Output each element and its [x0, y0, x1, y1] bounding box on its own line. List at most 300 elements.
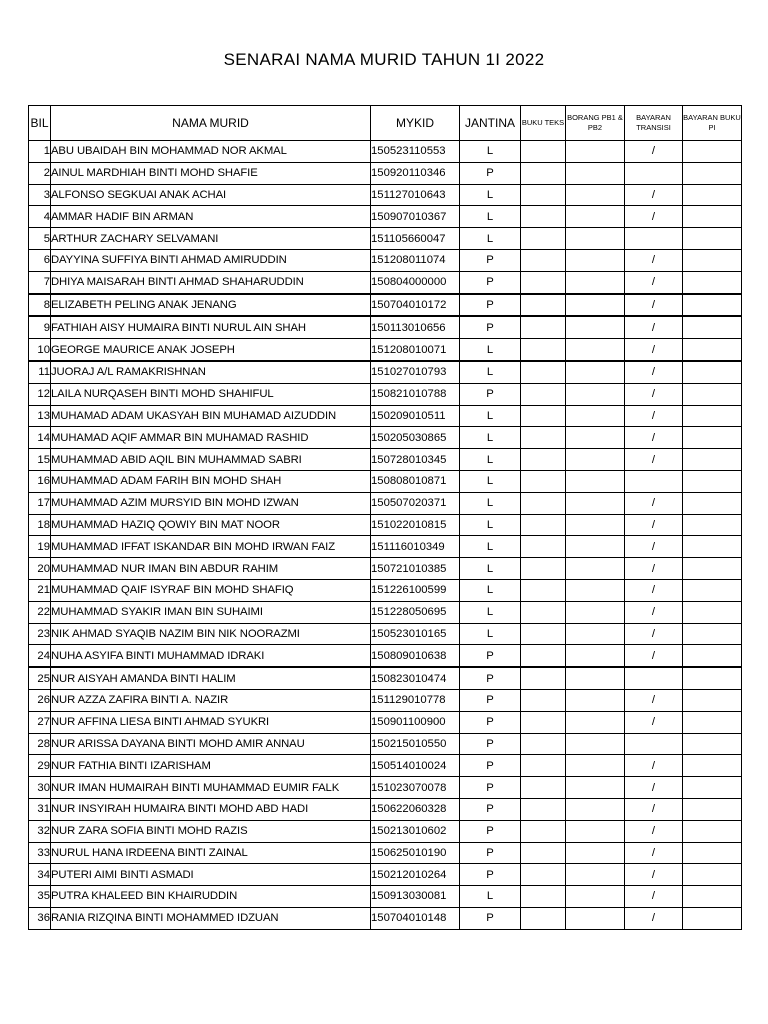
table-body [29, 141, 742, 930]
buku-teks-check [521, 689, 566, 711]
gender: P [460, 383, 521, 405]
gender: L [460, 579, 521, 601]
borang-check [566, 601, 625, 623]
student-name: ABU UBAIDAH BIN MOHAMMAD NOR AKMAL [51, 141, 371, 163]
mykid-number: 150704010148 [371, 907, 460, 929]
gender: L [460, 623, 521, 645]
mykid-number: 150704010172 [371, 294, 460, 317]
row-number: 36 [29, 907, 51, 929]
row-number: 1 [29, 141, 51, 163]
buku-teks-check [521, 798, 566, 820]
bayaran-transisi-check: / [625, 623, 683, 645]
row-number: 28 [29, 733, 51, 755]
mykid-number: 150821010788 [371, 383, 460, 405]
gender: P [460, 645, 521, 667]
header-nama-murid: NAMA MURID [51, 106, 371, 141]
row-number: 3 [29, 184, 51, 206]
gender: L [460, 536, 521, 558]
buku-teks-check [521, 623, 566, 645]
bayaran-transisi-check: / [625, 755, 683, 777]
row-number: 18 [29, 514, 51, 536]
student-name: MUHAMMAD ADAM FARIH BIN MOHD SHAH [51, 470, 371, 492]
gender: P [460, 798, 521, 820]
bayaran-transisi-check [625, 667, 683, 689]
mykid-number: 151116010349 [371, 536, 460, 558]
gender: P [460, 820, 521, 842]
bayaran-transisi-check: / [625, 798, 683, 820]
bayaran-buku-pi-check [683, 206, 742, 228]
buku-teks-check [521, 755, 566, 777]
student-name: ELIZABETH PELING ANAK JENANG [51, 294, 371, 317]
mykid-number: 150514010024 [371, 755, 460, 777]
bayaran-buku-pi-check [683, 667, 742, 689]
bayaran-buku-pi-check [683, 294, 742, 317]
student-name: MUHAMMAD HAZIQ QOWIY BIN MAT NOOR [51, 514, 371, 536]
mykid-number: 150920110346 [371, 162, 460, 184]
bayaran-buku-pi-check [683, 864, 742, 886]
table-row [29, 579, 742, 601]
mykid-number: 150907010367 [371, 206, 460, 228]
gender: L [460, 206, 521, 228]
student-name: NUR AFFINA LIESA BINTI AHMAD SYUKRI [51, 711, 371, 733]
row-number: 7 [29, 271, 51, 293]
bayaran-transisi-check: / [625, 558, 683, 580]
buku-teks-check [521, 864, 566, 886]
row-number: 31 [29, 798, 51, 820]
mykid-number: 151022010815 [371, 514, 460, 536]
row-number: 12 [29, 383, 51, 405]
gender: P [460, 755, 521, 777]
bayaran-buku-pi-check [683, 711, 742, 733]
student-name: MUHAMMAD QAIF ISYRAF BIN MOHD SHAFIQ [51, 579, 371, 601]
student-name: NUR FATHIA BINTI IZARISHAM [51, 755, 371, 777]
mykid-number: 150913030081 [371, 886, 460, 908]
mykid-number: 151027010793 [371, 361, 460, 383]
mykid-number: 150205030865 [371, 427, 460, 449]
table-row [29, 798, 742, 820]
gender: L [460, 339, 521, 361]
bayaran-buku-pi-check [683, 886, 742, 908]
buku-teks-check [521, 842, 566, 864]
borang-check [566, 294, 625, 317]
row-number: 15 [29, 449, 51, 471]
row-number: 20 [29, 558, 51, 580]
borang-check [566, 864, 625, 886]
bayaran-buku-pi-check [683, 777, 742, 799]
bayaran-transisi-check [625, 228, 683, 250]
buku-teks-check [521, 907, 566, 929]
buku-teks-check [521, 777, 566, 799]
bayaran-transisi-check: / [625, 777, 683, 799]
gender: P [460, 689, 521, 711]
bayaran-transisi-check: / [625, 579, 683, 601]
bayaran-buku-pi-check [683, 316, 742, 338]
table-row [29, 645, 742, 667]
bayaran-buku-pi-check [683, 733, 742, 755]
row-number: 30 [29, 777, 51, 799]
mykid-number: 150213010602 [371, 820, 460, 842]
bayaran-transisi-check: / [625, 864, 683, 886]
buku-teks-check [521, 141, 566, 163]
mykid-number: 150215010550 [371, 733, 460, 755]
gender: P [460, 249, 521, 271]
borang-check [566, 184, 625, 206]
bayaran-buku-pi-check [683, 689, 742, 711]
borang-check [566, 755, 625, 777]
borang-check [566, 427, 625, 449]
table-row [29, 383, 742, 405]
student-name: AINUL MARDHIAH BINTI MOHD SHAFIE [51, 162, 371, 184]
gender: L [460, 514, 521, 536]
gender: P [460, 162, 521, 184]
row-number: 10 [29, 339, 51, 361]
row-number: 13 [29, 405, 51, 427]
gender: L [460, 427, 521, 449]
borang-check [566, 623, 625, 645]
table-row [29, 733, 742, 755]
row-number: 19 [29, 536, 51, 558]
buku-teks-check [521, 427, 566, 449]
row-number: 2 [29, 162, 51, 184]
mykid-number: 151228050695 [371, 601, 460, 623]
table-row [29, 271, 742, 293]
student-name: NUR AISYAH AMANDA BINTI HALIM [51, 667, 371, 689]
table-row [29, 141, 742, 163]
bayaran-transisi-check: / [625, 711, 683, 733]
table-row [29, 470, 742, 492]
buku-teks-check [521, 184, 566, 206]
table-row [29, 755, 742, 777]
row-number: 4 [29, 206, 51, 228]
bayaran-transisi-check: / [625, 249, 683, 271]
borang-check [566, 536, 625, 558]
gender: P [460, 316, 521, 338]
gender: P [460, 667, 521, 689]
buku-teks-check [521, 601, 566, 623]
bayaran-buku-pi-check [683, 271, 742, 293]
student-name: MUHAMAD ADAM UKASYAH BIN MUHAMAD AIZUDDIN [51, 405, 371, 427]
student-name: NUR ARISSA DAYANA BINTI MOHD AMIR ANNAU [51, 733, 371, 755]
bayaran-buku-pi-check [683, 514, 742, 536]
student-name: DAYYINA SUFFIYA BINTI AHMAD AMIRUDDIN [51, 249, 371, 271]
borang-check [566, 141, 625, 163]
gender: P [460, 864, 521, 886]
header-bil: BIL [29, 106, 51, 141]
gender: P [460, 271, 521, 293]
gender: L [460, 470, 521, 492]
mykid-number: 151208010071 [371, 339, 460, 361]
bayaran-transisi-check [625, 470, 683, 492]
row-number: 35 [29, 886, 51, 908]
mykid-number: 151226100599 [371, 579, 460, 601]
row-number: 14 [29, 427, 51, 449]
gender: L [460, 601, 521, 623]
bayaran-transisi-check: / [625, 842, 683, 864]
header-bayaran-transisi: BAYARAN TRANSISI [625, 106, 683, 141]
buku-teks-check [521, 228, 566, 250]
bayaran-transisi-check: / [625, 141, 683, 163]
table-row [29, 162, 742, 184]
buku-teks-check [521, 492, 566, 514]
bayaran-buku-pi-check [683, 842, 742, 864]
mykid-number: 151208011074 [371, 249, 460, 271]
table-row [29, 492, 742, 514]
row-number: 17 [29, 492, 51, 514]
student-name: ARTHUR ZACHARY SELVAMANI [51, 228, 371, 250]
student-name: NUR IMAN HUMAIRAH BINTI MUHAMMAD EUMIR FALK [51, 777, 371, 799]
bayaran-transisi-check [625, 162, 683, 184]
borang-check [566, 886, 625, 908]
table-row [29, 689, 742, 711]
gender: L [460, 405, 521, 427]
table-row [29, 339, 742, 361]
student-name: MUHAMAD AQIF AMMAR BIN MUHAMAD RASHID [51, 427, 371, 449]
bayaran-transisi-check: / [625, 449, 683, 471]
gender: L [460, 361, 521, 383]
student-name: AMMAR HADIF BIN ARMAN [51, 206, 371, 228]
table-row [29, 294, 742, 317]
row-number: 32 [29, 820, 51, 842]
buku-teks-check [521, 820, 566, 842]
buku-teks-check [521, 558, 566, 580]
row-number: 11 [29, 361, 51, 383]
bayaran-transisi-check: / [625, 689, 683, 711]
table-row [29, 514, 742, 536]
bayaran-buku-pi-check [683, 601, 742, 623]
student-name: MUHAMMAD NUR IMAN BIN ABDUR RAHIM [51, 558, 371, 580]
bayaran-transisi-check: / [625, 316, 683, 338]
header-mykid: MYKID [371, 106, 460, 141]
bayaran-buku-pi-check [683, 184, 742, 206]
table-row [29, 711, 742, 733]
student-name: FATHIAH AISY HUMAIRA BINTI NURUL AIN SHAH [51, 316, 371, 338]
mykid-number: 150721010385 [371, 558, 460, 580]
borang-check [566, 228, 625, 250]
mykid-number: 150212010264 [371, 864, 460, 886]
borang-check [566, 645, 625, 667]
mykid-number: 150209010511 [371, 405, 460, 427]
row-number: 27 [29, 711, 51, 733]
header-borang: BORANG PB1 & PB2 [566, 106, 625, 141]
bayaran-transisi-check: / [625, 361, 683, 383]
buku-teks-check [521, 449, 566, 471]
student-name: JUORAJ A/L RAMAKRISHNAN [51, 361, 371, 383]
borang-check [566, 449, 625, 471]
borang-check [566, 206, 625, 228]
student-name: DHIYA MAISARAH BINTI AHMAD SHAHARUDDIN [51, 271, 371, 293]
table-row [29, 449, 742, 471]
mykid-number: 150113010656 [371, 316, 460, 338]
buku-teks-check [521, 294, 566, 317]
bayaran-buku-pi-check [683, 645, 742, 667]
student-name: NUR AZZA ZAFIRA BINTI A. NAZIR [51, 689, 371, 711]
mykid-number: 150901100900 [371, 711, 460, 733]
table-header-row [29, 106, 742, 141]
row-number: 26 [29, 689, 51, 711]
page-title: SENARAI NAMA MURID TAHUN 1I 2022 [223, 50, 545, 69]
bayaran-buku-pi-check [683, 383, 742, 405]
buku-teks-check [521, 711, 566, 733]
student-name: GEORGE MAURICE ANAK JOSEPH [51, 339, 371, 361]
bayaran-buku-pi-check [683, 536, 742, 558]
table-row [29, 907, 742, 929]
mykid-number: 150625010190 [371, 842, 460, 864]
table-row [29, 405, 742, 427]
bayaran-buku-pi-check [683, 228, 742, 250]
row-number: 23 [29, 623, 51, 645]
borang-check [566, 820, 625, 842]
row-number: 16 [29, 470, 51, 492]
buku-teks-check [521, 536, 566, 558]
mykid-number: 150523110553 [371, 141, 460, 163]
borang-check [566, 470, 625, 492]
borang-check [566, 907, 625, 929]
student-name: NUR INSYIRAH HUMAIRA BINTI MOHD ABD HADI [51, 798, 371, 820]
student-name: RANIA RIZQINA BINTI MOHAMMED IDZUAN [51, 907, 371, 929]
student-name: NUHA ASYIFA BINTI MUHAMMAD IDRAKI [51, 645, 371, 667]
buku-teks-check [521, 405, 566, 427]
gender: P [460, 294, 521, 317]
buku-teks-check [521, 733, 566, 755]
bayaran-transisi-check: / [625, 405, 683, 427]
mykid-number: 150809010638 [371, 645, 460, 667]
bayaran-transisi-check: / [625, 492, 683, 514]
buku-teks-check [521, 249, 566, 271]
bayaran-transisi-check: / [625, 271, 683, 293]
bayaran-transisi-check: / [625, 907, 683, 929]
table-row [29, 361, 742, 383]
bayaran-transisi-check: / [625, 820, 683, 842]
buku-teks-check [521, 339, 566, 361]
table-row [29, 536, 742, 558]
student-name: PUTERI AIMI BINTI ASMADI [51, 864, 371, 886]
bayaran-buku-pi-check [683, 470, 742, 492]
table-row [29, 206, 742, 228]
bayaran-transisi-check [625, 733, 683, 755]
bayaran-buku-pi-check [683, 141, 742, 163]
student-name: MUHAMMAD ABID AQIL BIN MUHAMMAD SABRI [51, 449, 371, 471]
row-number: 6 [29, 249, 51, 271]
bayaran-buku-pi-check [683, 449, 742, 471]
borang-check [566, 711, 625, 733]
table-row [29, 184, 742, 206]
bayaran-transisi-check: / [625, 427, 683, 449]
table-row [29, 820, 742, 842]
table-row [29, 249, 742, 271]
borang-check [566, 271, 625, 293]
header-buku-teks: BUKU TEKS [521, 106, 566, 141]
row-number: 25 [29, 667, 51, 689]
student-table [28, 105, 742, 930]
borang-check [566, 492, 625, 514]
row-number: 22 [29, 601, 51, 623]
student-name: LAILA NURQASEH BINTI MOHD SHAHIFUL [51, 383, 371, 405]
bayaran-transisi-check: / [625, 383, 683, 405]
gender: L [460, 228, 521, 250]
header-bayaran-buku-pi: BAYARAN BUKU PI [683, 106, 742, 141]
bayaran-transisi-check: / [625, 601, 683, 623]
mykid-number: 151023070078 [371, 777, 460, 799]
buku-teks-check [521, 579, 566, 601]
bayaran-buku-pi-check [683, 162, 742, 184]
bayaran-buku-pi-check [683, 427, 742, 449]
bayaran-buku-pi-check [683, 755, 742, 777]
borang-check [566, 842, 625, 864]
bayaran-buku-pi-check [683, 579, 742, 601]
borang-check [566, 733, 625, 755]
buku-teks-check [521, 667, 566, 689]
bayaran-transisi-check: / [625, 514, 683, 536]
bayaran-buku-pi-check [683, 820, 742, 842]
row-number: 24 [29, 645, 51, 667]
borang-check [566, 579, 625, 601]
row-number: 33 [29, 842, 51, 864]
table-row [29, 667, 742, 689]
student-name: NUR ZARA SOFIA BINTI MOHD RAZIS [51, 820, 371, 842]
borang-check [566, 689, 625, 711]
table-row [29, 558, 742, 580]
bayaran-buku-pi-check [683, 405, 742, 427]
buku-teks-check [521, 271, 566, 293]
mykid-number: 150728010345 [371, 449, 460, 471]
gender: L [460, 141, 521, 163]
buku-teks-check [521, 470, 566, 492]
student-name: MUHAMMAD AZIM MURSYID BIN MOHD IZWAN [51, 492, 371, 514]
mykid-number: 151127010643 [371, 184, 460, 206]
gender: L [460, 184, 521, 206]
mykid-number: 150622060328 [371, 798, 460, 820]
bayaran-transisi-check: / [625, 886, 683, 908]
borang-check [566, 162, 625, 184]
mykid-number: 150823010474 [371, 667, 460, 689]
bayaran-buku-pi-check [683, 492, 742, 514]
buku-teks-check [521, 514, 566, 536]
student-name: NIK AHMAD SYAQIB NAZIM BIN NIK NOORAZMI [51, 623, 371, 645]
row-number: 9 [29, 316, 51, 338]
student-name: ALFONSO SEGKUAI ANAK ACHAI [51, 184, 371, 206]
gender: P [460, 777, 521, 799]
borang-check [566, 249, 625, 271]
bayaran-transisi-check: / [625, 184, 683, 206]
table-row [29, 864, 742, 886]
bayaran-buku-pi-check [683, 339, 742, 361]
bayaran-transisi-check: / [625, 206, 683, 228]
buku-teks-check [521, 162, 566, 184]
buku-teks-check [521, 383, 566, 405]
borang-check [566, 316, 625, 338]
table-row [29, 316, 742, 338]
table-row [29, 228, 742, 250]
bayaran-buku-pi-check [683, 623, 742, 645]
bayaran-buku-pi-check [683, 558, 742, 580]
table-row [29, 886, 742, 908]
table-row [29, 777, 742, 799]
table-row [29, 601, 742, 623]
row-number: 8 [29, 294, 51, 317]
borang-check [566, 558, 625, 580]
borang-check [566, 798, 625, 820]
row-number: 29 [29, 755, 51, 777]
borang-check [566, 383, 625, 405]
buku-teks-check [521, 206, 566, 228]
gender: L [460, 558, 521, 580]
student-name: PUTRA KHALEED BIN KHAIRUDDIN [51, 886, 371, 908]
mykid-number: 150808010871 [371, 470, 460, 492]
row-number: 5 [29, 228, 51, 250]
borang-check [566, 514, 625, 536]
buku-teks-check [521, 886, 566, 908]
bayaran-buku-pi-check [683, 907, 742, 929]
